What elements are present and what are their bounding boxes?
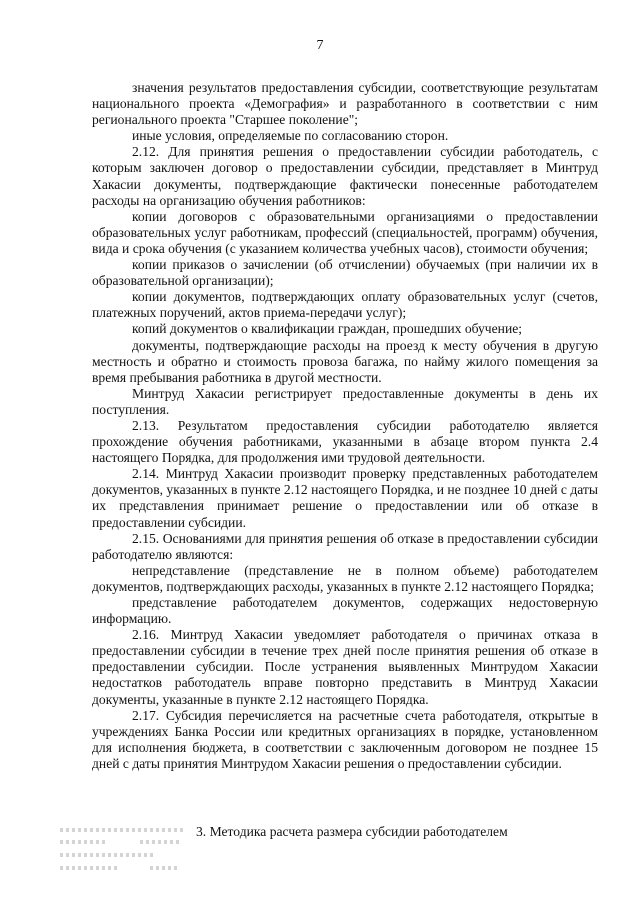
paragraph: значения результатов предоставления субсидии, соответствующие результатам национального проекта «Демография» и разработанного в соответствии с ним регионального проекта "Старшее поколение";	[92, 80, 598, 128]
paragraph: копий документов о квалификации граждан, прошедших обучение;	[132, 321, 523, 337]
document-body	[92, 80, 598, 772]
page-number: 7	[316, 38, 324, 53]
paragraph: 2.15. Основаниями для принятия решения об отказе в предоставлении субсидии работодателю являются:	[92, 530, 598, 562]
faded-stamp-mark	[60, 826, 188, 878]
paragraph: копии документов, подтверждающих оплату образовательных услуг (счетов, платежных поручений, актов приема-передачи услуг);	[92, 289, 598, 321]
section-title: 3. Методика расчета размера субсидии работодателем	[196, 824, 508, 839]
paragraph: копии договоров с образовательными организациями о предоставлении образовательных услуг работникам, профессий (специальностей, программ) обучения, вида и срока обучения (с указанием количества учебных часов), стоимости обучения;	[92, 208, 598, 256]
paragraph: копии приказов о зачислении (об отчислении) обучаемых (при наличии их в образовательной организации);	[92, 257, 598, 289]
paragraph: документы, подтверждающие расходы на проезд к месту обучения в другую местность и обратно и стоимость провоза багажа, по найму жилого помещения за время пребывания работника в другой местности.	[92, 337, 598, 385]
paragraph: 2.14. Минтруд Хакасии производит проверку представленных работодателем документов, указанных в пункте 2.12 настоящего Порядка, и не позднее 10 дней с даты их представления принимает решение о предоставлении или об отказе в предоставлении субсидии.	[92, 466, 598, 530]
paragraph: представление работодателем документов, содержащих недостоверную информацию.	[92, 595, 598, 627]
paragraph: 2.13. Результатом предоставления субсидии работодателю является прохождение обучения работниками, указанными в абзаце втором пункта 2.4 настоящего Порядка, для продолжения ими трудовой деятельности.	[92, 417, 598, 466]
paragraph: Минтруд Хакасии регистрирует предоставленные документы в день их поступления.	[92, 385, 598, 417]
paragraph: иные условия, определяемые по согласованию сторон.	[132, 128, 449, 144]
paragraph: 2.12. Для принятия решения о предоставлении субсидии работодатель, с которым заключен договор о предоставлении субсидии, представляет в Минтруд Хакасии документы, подтверждающие фактически понесенные работодателем расходы на организацию обучения работников:	[92, 144, 598, 208]
paragraph: непредставление (представление не в полном объеме) работодателем документов, подтверждающих расходы, указанных в пункте 2.12 настоящего Порядка;	[92, 562, 598, 594]
paragraph: 2.17. Субсидия перечисляется на расчетные счета работодателя, открытые в учреждениях Банка России или кредитных организациях в порядке, установленном для исполнения бюджета, в соответствии с заключенным договором не позднее 15 дней с даты принятия Минтрудом Хакасии решения о предоставлении субсидии.	[92, 707, 598, 771]
paragraph: 2.16. Минтруд Хакасии уведомляет работодателя о причинах отказа в предоставлении субсидии в течение трех дней после принятия решения об отказе в предоставлении субсидии. После устранения выявленных Минтрудом Хакасии недостатков работодатель вправе повторно представить в Минтруд Хакасии документы, указанные в пункте 2.12 настоящего Порядка.	[92, 627, 598, 707]
